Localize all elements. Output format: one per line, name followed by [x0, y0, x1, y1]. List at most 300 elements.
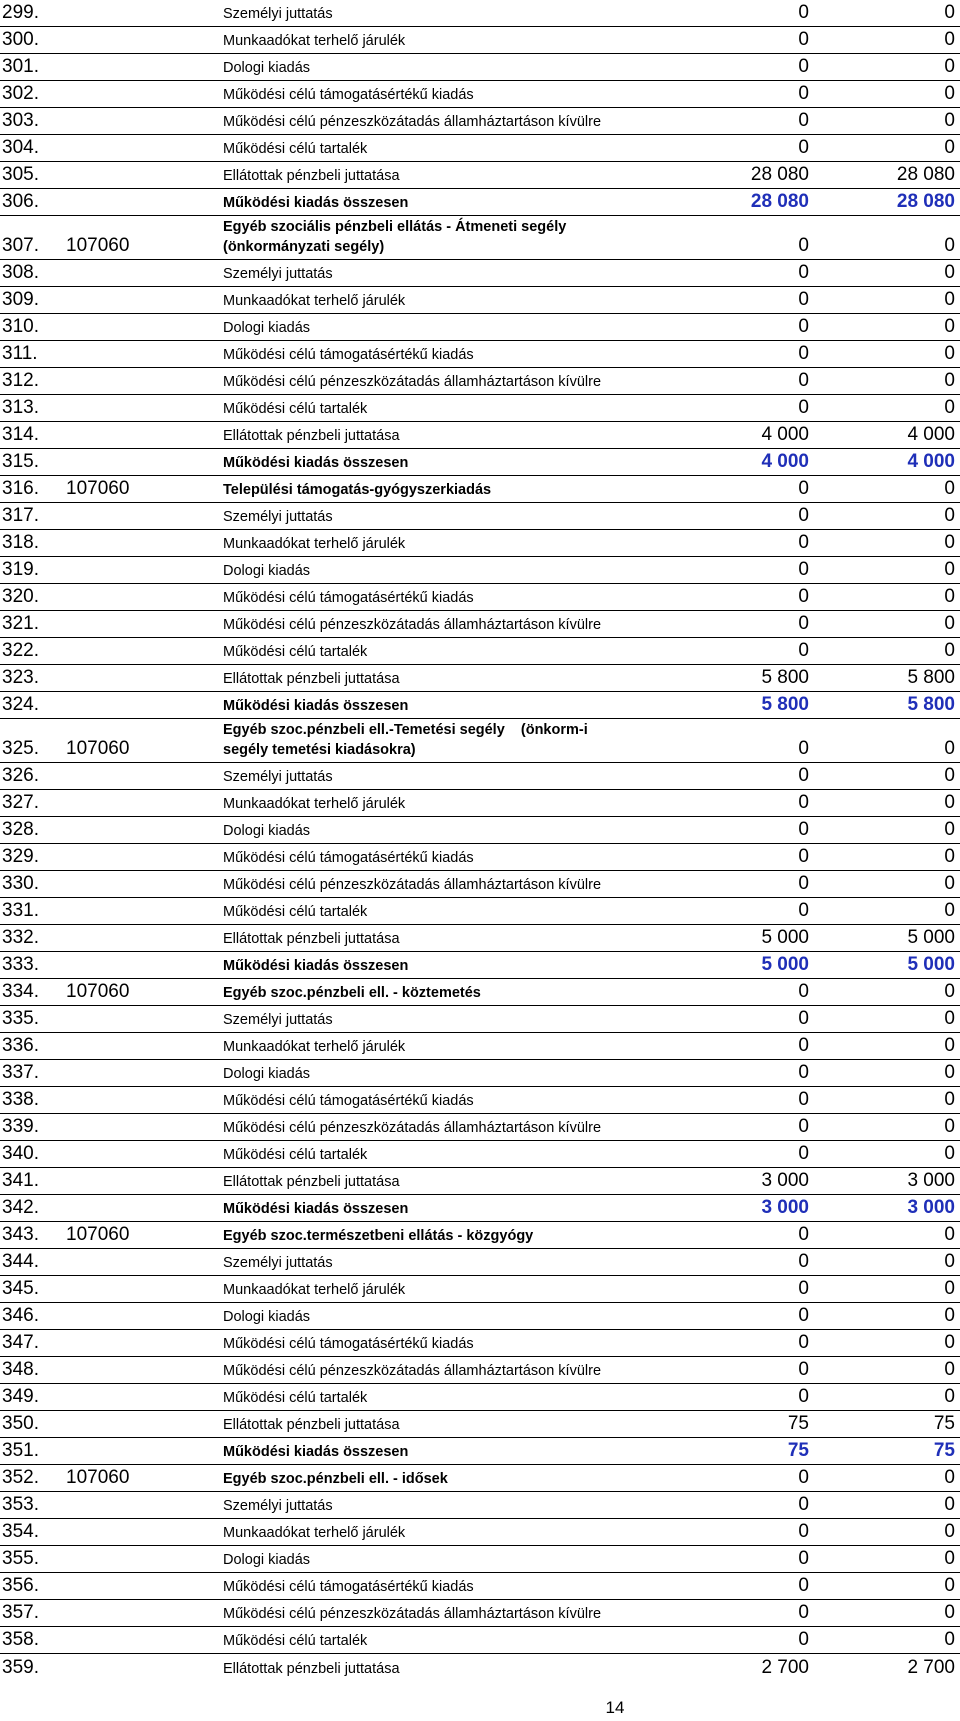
row-description: Ellátottak pénzbeli juttatása: [223, 1417, 400, 1433]
row-number: 355.: [2, 1548, 39, 1569]
row-number: 343.: [2, 1224, 39, 1245]
table-row: [0, 27, 960, 54]
row-description: Működési célú támogatásértékű kiadás: [223, 87, 474, 103]
value-column-2: 0: [944, 819, 955, 840]
value-column-1: 0: [798, 613, 809, 634]
value-column-2: 0: [944, 1386, 955, 1407]
table-row: [0, 1627, 960, 1654]
value-column-1: 0: [798, 981, 809, 1002]
total-row: [0, 189, 960, 216]
table-row: [0, 422, 960, 449]
row-description: Egyéb szoc.pénzbeli ell. - idősek: [223, 1471, 448, 1487]
function-code: 107060: [66, 738, 130, 759]
value-column-2: 0: [944, 846, 955, 867]
table-row: [0, 1033, 960, 1060]
row-description: Működési kiadás összesen: [223, 958, 409, 974]
row-description: Munkaadókat terhelő járulék: [223, 33, 406, 49]
table-row: [0, 1276, 960, 1303]
table-row: [0, 1087, 960, 1114]
row-description: Működési kiadás összesen: [223, 455, 409, 471]
value-column-2: 0: [944, 559, 955, 580]
table-row: [0, 638, 960, 665]
value-column-1: 0: [798, 873, 809, 894]
section-header-row: [0, 979, 960, 1006]
value-column-2: 3 000: [907, 1170, 955, 1191]
value-column-2: 0: [944, 235, 955, 256]
row-description: Munkaadókat terhelő járulék: [223, 293, 406, 309]
table-row: [0, 0, 960, 27]
value-column-2: 0: [944, 738, 955, 759]
value-column-2: 5 800: [907, 667, 955, 688]
function-code: 107060: [66, 1467, 130, 1488]
value-column-1: 0: [798, 289, 809, 310]
row-description: Ellátottak pénzbeli juttatása: [223, 1174, 400, 1190]
value-column-2: 0: [944, 1602, 955, 1623]
value-column-1: 0: [798, 316, 809, 337]
row-number: 349.: [2, 1386, 39, 1407]
value-column-1: 3 000: [761, 1170, 809, 1191]
value-column-2: 0: [944, 1008, 955, 1029]
row-number: 356.: [2, 1575, 39, 1596]
row-description: Ellátottak pénzbeli juttatása: [223, 1661, 400, 1677]
row-description: Működési célú pénzeszközátadás államháztartáson kívülre: [223, 617, 602, 633]
row-description: Ellátottak pénzbeli juttatása: [223, 671, 400, 687]
value-column-1: 0: [798, 1467, 809, 1488]
row-description: Működési célú támogatásértékű kiadás: [223, 347, 474, 363]
table-row: [0, 530, 960, 557]
row-number: 304.: [2, 137, 39, 158]
value-column-2: 4 000: [907, 424, 955, 445]
value-column-1: 0: [798, 110, 809, 131]
row-description: Települési támogatás-gyógyszerkiadás: [223, 482, 492, 498]
row-number: 319.: [2, 559, 39, 580]
value-column-2: 0: [944, 1575, 955, 1596]
table-row: [0, 611, 960, 638]
table-row: [0, 260, 960, 287]
row-description: Munkaadókat terhelő járulék: [223, 1282, 406, 1298]
value-column-1: 0: [798, 738, 809, 759]
row-description: Működési célú tartalék: [223, 401, 368, 417]
value-column-1: 0: [798, 505, 809, 526]
row-number: 312.: [2, 370, 39, 391]
row-number: 352.: [2, 1467, 39, 1488]
value-column-1: 0: [798, 1521, 809, 1542]
section-header-row: [0, 1465, 960, 1492]
row-number: 310.: [2, 316, 39, 337]
row-description: Dologi kiadás: [223, 823, 311, 839]
value-column-1: 0: [798, 586, 809, 607]
row-description: Működési célú tartalék: [223, 904, 368, 920]
row-description: Személyi juttatás: [223, 1498, 333, 1514]
row-number: 335.: [2, 1008, 39, 1029]
row-description: Munkaadókat terhelő járulék: [223, 1525, 406, 1541]
row-number: 341.: [2, 1170, 39, 1191]
value-column-1: 0: [798, 370, 809, 391]
row-description: Dologi kiadás: [223, 1309, 311, 1325]
value-column-2: 28 080: [896, 191, 955, 212]
row-description: Működési célú tartalék: [223, 1390, 368, 1406]
row-description: Személyi juttatás: [223, 509, 333, 525]
value-column-2: 3 000: [907, 1197, 955, 1218]
table-row: [0, 1492, 960, 1519]
value-column-2: 0: [944, 316, 955, 337]
row-number: 309.: [2, 289, 39, 310]
row-number: 325.: [2, 738, 39, 759]
table-row: [0, 1384, 960, 1411]
value-column-2: 2 700: [907, 1657, 955, 1678]
table-row: [0, 1249, 960, 1276]
value-column-1: 0: [798, 56, 809, 77]
row-description: Működési célú támogatásértékű kiadás: [223, 850, 474, 866]
table-row: [0, 1411, 960, 1438]
table-row: [0, 898, 960, 925]
table-row: [0, 1330, 960, 1357]
row-description: Működési kiadás összesen: [223, 698, 409, 714]
value-column-2: 0: [944, 586, 955, 607]
value-column-1: 0: [798, 1548, 809, 1569]
row-description: Munkaadókat terhelő járulék: [223, 1039, 406, 1055]
value-column-2: 0: [944, 1332, 955, 1353]
row-number: 327.: [2, 792, 39, 813]
row-number: 347.: [2, 1332, 39, 1353]
value-column-2: 0: [944, 1494, 955, 1515]
value-column-2: 0: [944, 613, 955, 634]
value-column-1: 0: [798, 235, 809, 256]
table-row: [0, 1114, 960, 1141]
row-number: 316.: [2, 478, 39, 499]
table-row: [0, 1546, 960, 1573]
row-number: 320.: [2, 586, 39, 607]
value-column-1: 0: [798, 1251, 809, 1272]
row-description: Működési célú pénzeszközátadás államháztartáson kívülre: [223, 374, 602, 390]
row-number: 314.: [2, 424, 39, 445]
value-column-2: 5 800: [907, 694, 955, 715]
row-description: Dologi kiadás: [223, 60, 311, 76]
value-column-1: 0: [798, 2, 809, 23]
value-column-1: 0: [798, 137, 809, 158]
value-column-2: 0: [944, 765, 955, 786]
row-description: Működési célú pénzeszközátadás államháztartáson kívülre: [223, 114, 602, 130]
row-number: 302.: [2, 83, 39, 104]
row-description: Dologi kiadás: [223, 563, 311, 579]
row-number: 324.: [2, 694, 39, 715]
value-column-2: 5 000: [907, 954, 955, 975]
value-column-1: 28 080: [750, 191, 809, 212]
value-column-1: 0: [798, 1359, 809, 1380]
value-column-1: 0: [798, 1008, 809, 1029]
table-row: [0, 1006, 960, 1033]
row-description: Munkaadókat terhelő járulék: [223, 536, 406, 552]
table-row: [0, 1303, 960, 1330]
value-column-1: 0: [798, 1224, 809, 1245]
table-row: [0, 162, 960, 189]
row-number: 313.: [2, 397, 39, 418]
value-column-1: 0: [798, 1386, 809, 1407]
row-description: Működési kiadás összesen: [223, 195, 409, 211]
value-column-1: 0: [798, 532, 809, 553]
value-column-2: 0: [944, 397, 955, 418]
row-description: Egyéb szoc.pénzbeli ell. - köztemetés: [223, 985, 481, 1001]
table-row: [0, 1060, 960, 1087]
section-header-row: [0, 1222, 960, 1249]
value-column-2: 0: [944, 1116, 955, 1137]
value-column-1: 0: [798, 1116, 809, 1137]
row-number: 323.: [2, 667, 39, 688]
value-column-2: 0: [944, 505, 955, 526]
value-column-2: 0: [944, 873, 955, 894]
value-column-1: 3 000: [761, 1197, 809, 1218]
row-number: 345.: [2, 1278, 39, 1299]
row-description: Működési célú tartalék: [223, 141, 368, 157]
table-row: [0, 503, 960, 530]
value-column-2: 0: [944, 137, 955, 158]
table-row: [0, 871, 960, 898]
table-row: [0, 395, 960, 422]
value-column-1: 0: [798, 478, 809, 499]
row-description: Működési célú pénzeszközátadás államháztartáson kívülre: [223, 877, 602, 893]
table-row: [0, 790, 960, 817]
row-description: Működési célú pénzeszközátadás államháztartáson kívülre: [223, 1606, 602, 1622]
value-column-1: 4 000: [761, 424, 809, 445]
row-description: Működési célú tartalék: [223, 1147, 368, 1163]
value-column-2: 0: [944, 1224, 955, 1245]
value-column-1: 0: [798, 792, 809, 813]
value-column-1: 0: [798, 343, 809, 364]
row-number: 301.: [2, 56, 39, 77]
row-description: Ellátottak pénzbeli juttatása: [223, 428, 400, 444]
total-row: [0, 449, 960, 476]
row-number: 317.: [2, 505, 39, 526]
table-row: [0, 1573, 960, 1600]
value-column-1: 0: [798, 1143, 809, 1164]
table-row: [0, 287, 960, 314]
value-column-1: 0: [798, 1089, 809, 1110]
section-header-row: [0, 216, 960, 260]
row-description: Egyéb szoc.természetbeni ellátás - közgyógy: [223, 1228, 534, 1244]
row-number: 358.: [2, 1629, 39, 1650]
row-number: 307.: [2, 235, 39, 256]
value-column-1: 5 000: [761, 954, 809, 975]
row-number: 318.: [2, 532, 39, 553]
function-code: 107060: [66, 235, 130, 256]
table-row: [0, 341, 960, 368]
row-number: 333.: [2, 954, 39, 975]
value-column-2: 0: [944, 1143, 955, 1164]
value-column-2: 0: [944, 289, 955, 310]
row-number: 326.: [2, 765, 39, 786]
row-description: Működési kiadás összesen: [223, 1444, 409, 1460]
value-column-2: 28 080: [896, 164, 955, 185]
row-number: 359.: [2, 1657, 39, 1678]
value-column-2: 5 000: [907, 927, 955, 948]
value-column-2: 0: [944, 1251, 955, 1272]
table-row: [0, 54, 960, 81]
row-description: Személyi juttatás: [223, 1255, 333, 1271]
value-column-1: 0: [798, 1035, 809, 1056]
value-column-2: 0: [944, 1278, 955, 1299]
table-row: [0, 81, 960, 108]
value-column-1: 75: [787, 1440, 809, 1461]
value-column-2: 0: [944, 1467, 955, 1488]
value-column-2: 0: [944, 110, 955, 131]
table-row: [0, 1519, 960, 1546]
row-number: 328.: [2, 819, 39, 840]
value-column-1: 5 800: [761, 667, 809, 688]
row-number: 308.: [2, 262, 39, 283]
table-row: [0, 844, 960, 871]
value-column-2: 0: [944, 640, 955, 661]
value-column-2: 0: [944, 1629, 955, 1650]
total-row: [0, 1195, 960, 1222]
value-column-1: 0: [798, 640, 809, 661]
value-column-1: 0: [798, 1062, 809, 1083]
value-column-1: 0: [798, 1332, 809, 1353]
value-column-1: 0: [798, 83, 809, 104]
value-column-2: 0: [944, 792, 955, 813]
row-number: 339.: [2, 1116, 39, 1137]
row-description: Munkaadókat terhelő járulék: [223, 796, 406, 812]
value-column-2: 0: [944, 1359, 955, 1380]
value-column-2: 75: [933, 1440, 955, 1461]
value-column-1: 0: [798, 559, 809, 580]
value-column-2: 0: [944, 1089, 955, 1110]
row-number: 342.: [2, 1197, 39, 1218]
value-column-1: 0: [798, 900, 809, 921]
table-row: [0, 665, 960, 692]
value-column-1: 0: [798, 846, 809, 867]
table-row: [0, 1168, 960, 1195]
total-row: [0, 692, 960, 719]
row-description: Működési kiadás összesen: [223, 1201, 409, 1217]
function-code: 107060: [66, 981, 130, 1002]
value-column-2: 0: [944, 532, 955, 553]
row-number: 354.: [2, 1521, 39, 1542]
row-description: Ellátottak pénzbeli juttatása: [223, 168, 400, 184]
value-column-1: 4 000: [761, 451, 809, 472]
row-description: Egyéb szociális pénzbeli ellátás - Átmeneti segély (önkormányzati segély): [223, 219, 567, 255]
value-column-2: 0: [944, 29, 955, 50]
row-description: Működési célú tartalék: [223, 644, 368, 660]
value-column-1: 0: [798, 765, 809, 786]
row-number: 340.: [2, 1143, 39, 1164]
row-description: Személyi juttatás: [223, 266, 333, 282]
row-number: 311.: [2, 343, 38, 364]
value-column-2: 0: [944, 1305, 955, 1326]
row-number: 334.: [2, 981, 39, 1002]
value-column-2: 0: [944, 343, 955, 364]
row-number: 351.: [2, 1440, 39, 1461]
table-row: [0, 314, 960, 341]
total-row: [0, 1438, 960, 1465]
value-column-2: 0: [944, 83, 955, 104]
row-number: 346.: [2, 1305, 39, 1326]
row-number: 300.: [2, 29, 39, 50]
row-description: Működési célú pénzeszközátadás államháztartáson kívülre: [223, 1120, 602, 1136]
value-column-1: 0: [798, 29, 809, 50]
value-column-1: 0: [798, 1602, 809, 1623]
row-number: 357.: [2, 1602, 39, 1623]
row-number: 306.: [2, 191, 39, 212]
table-row: [0, 368, 960, 395]
function-code: 107060: [66, 1224, 130, 1245]
row-description: Működési célú támogatásértékű kiadás: [223, 1336, 474, 1352]
section-header-row: [0, 476, 960, 503]
value-column-1: 0: [798, 1575, 809, 1596]
table-row: [0, 763, 960, 790]
function-code: 107060: [66, 478, 130, 499]
value-column-1: 75: [787, 1413, 809, 1434]
value-column-1: 0: [798, 1629, 809, 1650]
value-column-2: 0: [944, 981, 955, 1002]
row-description: Működési célú tartalék: [223, 1633, 368, 1649]
row-number: 303.: [2, 110, 39, 131]
row-description: Dologi kiadás: [223, 1552, 311, 1568]
table-row: [0, 1654, 960, 1681]
value-column-2: 4 000: [907, 451, 955, 472]
row-number: 338.: [2, 1089, 39, 1110]
row-number: 329.: [2, 846, 39, 867]
row-description: Személyi juttatás: [223, 1012, 333, 1028]
value-column-1: 0: [798, 1278, 809, 1299]
value-column-1: 5 000: [761, 927, 809, 948]
value-column-1: 0: [798, 1494, 809, 1515]
value-column-1: 5 800: [761, 694, 809, 715]
row-number: 305.: [2, 164, 39, 185]
page-number: 14: [605, 1698, 625, 1717]
value-column-1: 2 700: [761, 1657, 809, 1678]
row-number: 321.: [2, 613, 39, 634]
row-number: 332.: [2, 927, 39, 948]
table-row: [0, 925, 960, 952]
table-row: [0, 557, 960, 584]
value-column-2: 0: [944, 478, 955, 499]
row-number: 348.: [2, 1359, 39, 1380]
row-number: 353.: [2, 1494, 39, 1515]
value-column-2: 0: [944, 900, 955, 921]
table-row: [0, 108, 960, 135]
total-row: [0, 952, 960, 979]
table-row: [0, 1141, 960, 1168]
row-description: Működési célú támogatásértékű kiadás: [223, 1579, 474, 1595]
value-column-2: 0: [944, 1062, 955, 1083]
row-description: Működési célú támogatásértékű kiadás: [223, 1093, 474, 1109]
row-description: Személyi juttatás: [223, 6, 333, 22]
row-description: Dologi kiadás: [223, 1066, 311, 1082]
row-number: 336.: [2, 1035, 39, 1056]
value-column-1: 0: [798, 397, 809, 418]
row-number: 322.: [2, 640, 39, 661]
value-column-2: 0: [944, 262, 955, 283]
row-description: Egyéb szoc.pénzbeli ell.-Temetési segély (önkorm-i segély temetési kiadásokra): [223, 722, 588, 758]
table-row: [0, 135, 960, 162]
table-row: [0, 1357, 960, 1384]
value-column-1: 28 080: [750, 164, 809, 185]
row-number: 330.: [2, 873, 39, 894]
value-column-2: 0: [944, 56, 955, 77]
table-row: [0, 584, 960, 611]
value-column-2: 0: [944, 1521, 955, 1542]
row-number: 350.: [2, 1413, 39, 1434]
row-description: Személyi juttatás: [223, 769, 333, 785]
value-column-1: 0: [798, 1305, 809, 1326]
row-description: Ellátottak pénzbeli juttatása: [223, 931, 400, 947]
value-column-1: 0: [798, 262, 809, 283]
row-number: 299.: [2, 2, 39, 23]
row-description: Működési célú pénzeszközátadás államháztartáson kívülre: [223, 1363, 602, 1379]
row-number: 337.: [2, 1062, 39, 1083]
row-number: 331.: [2, 900, 39, 921]
value-column-1: 0: [798, 819, 809, 840]
